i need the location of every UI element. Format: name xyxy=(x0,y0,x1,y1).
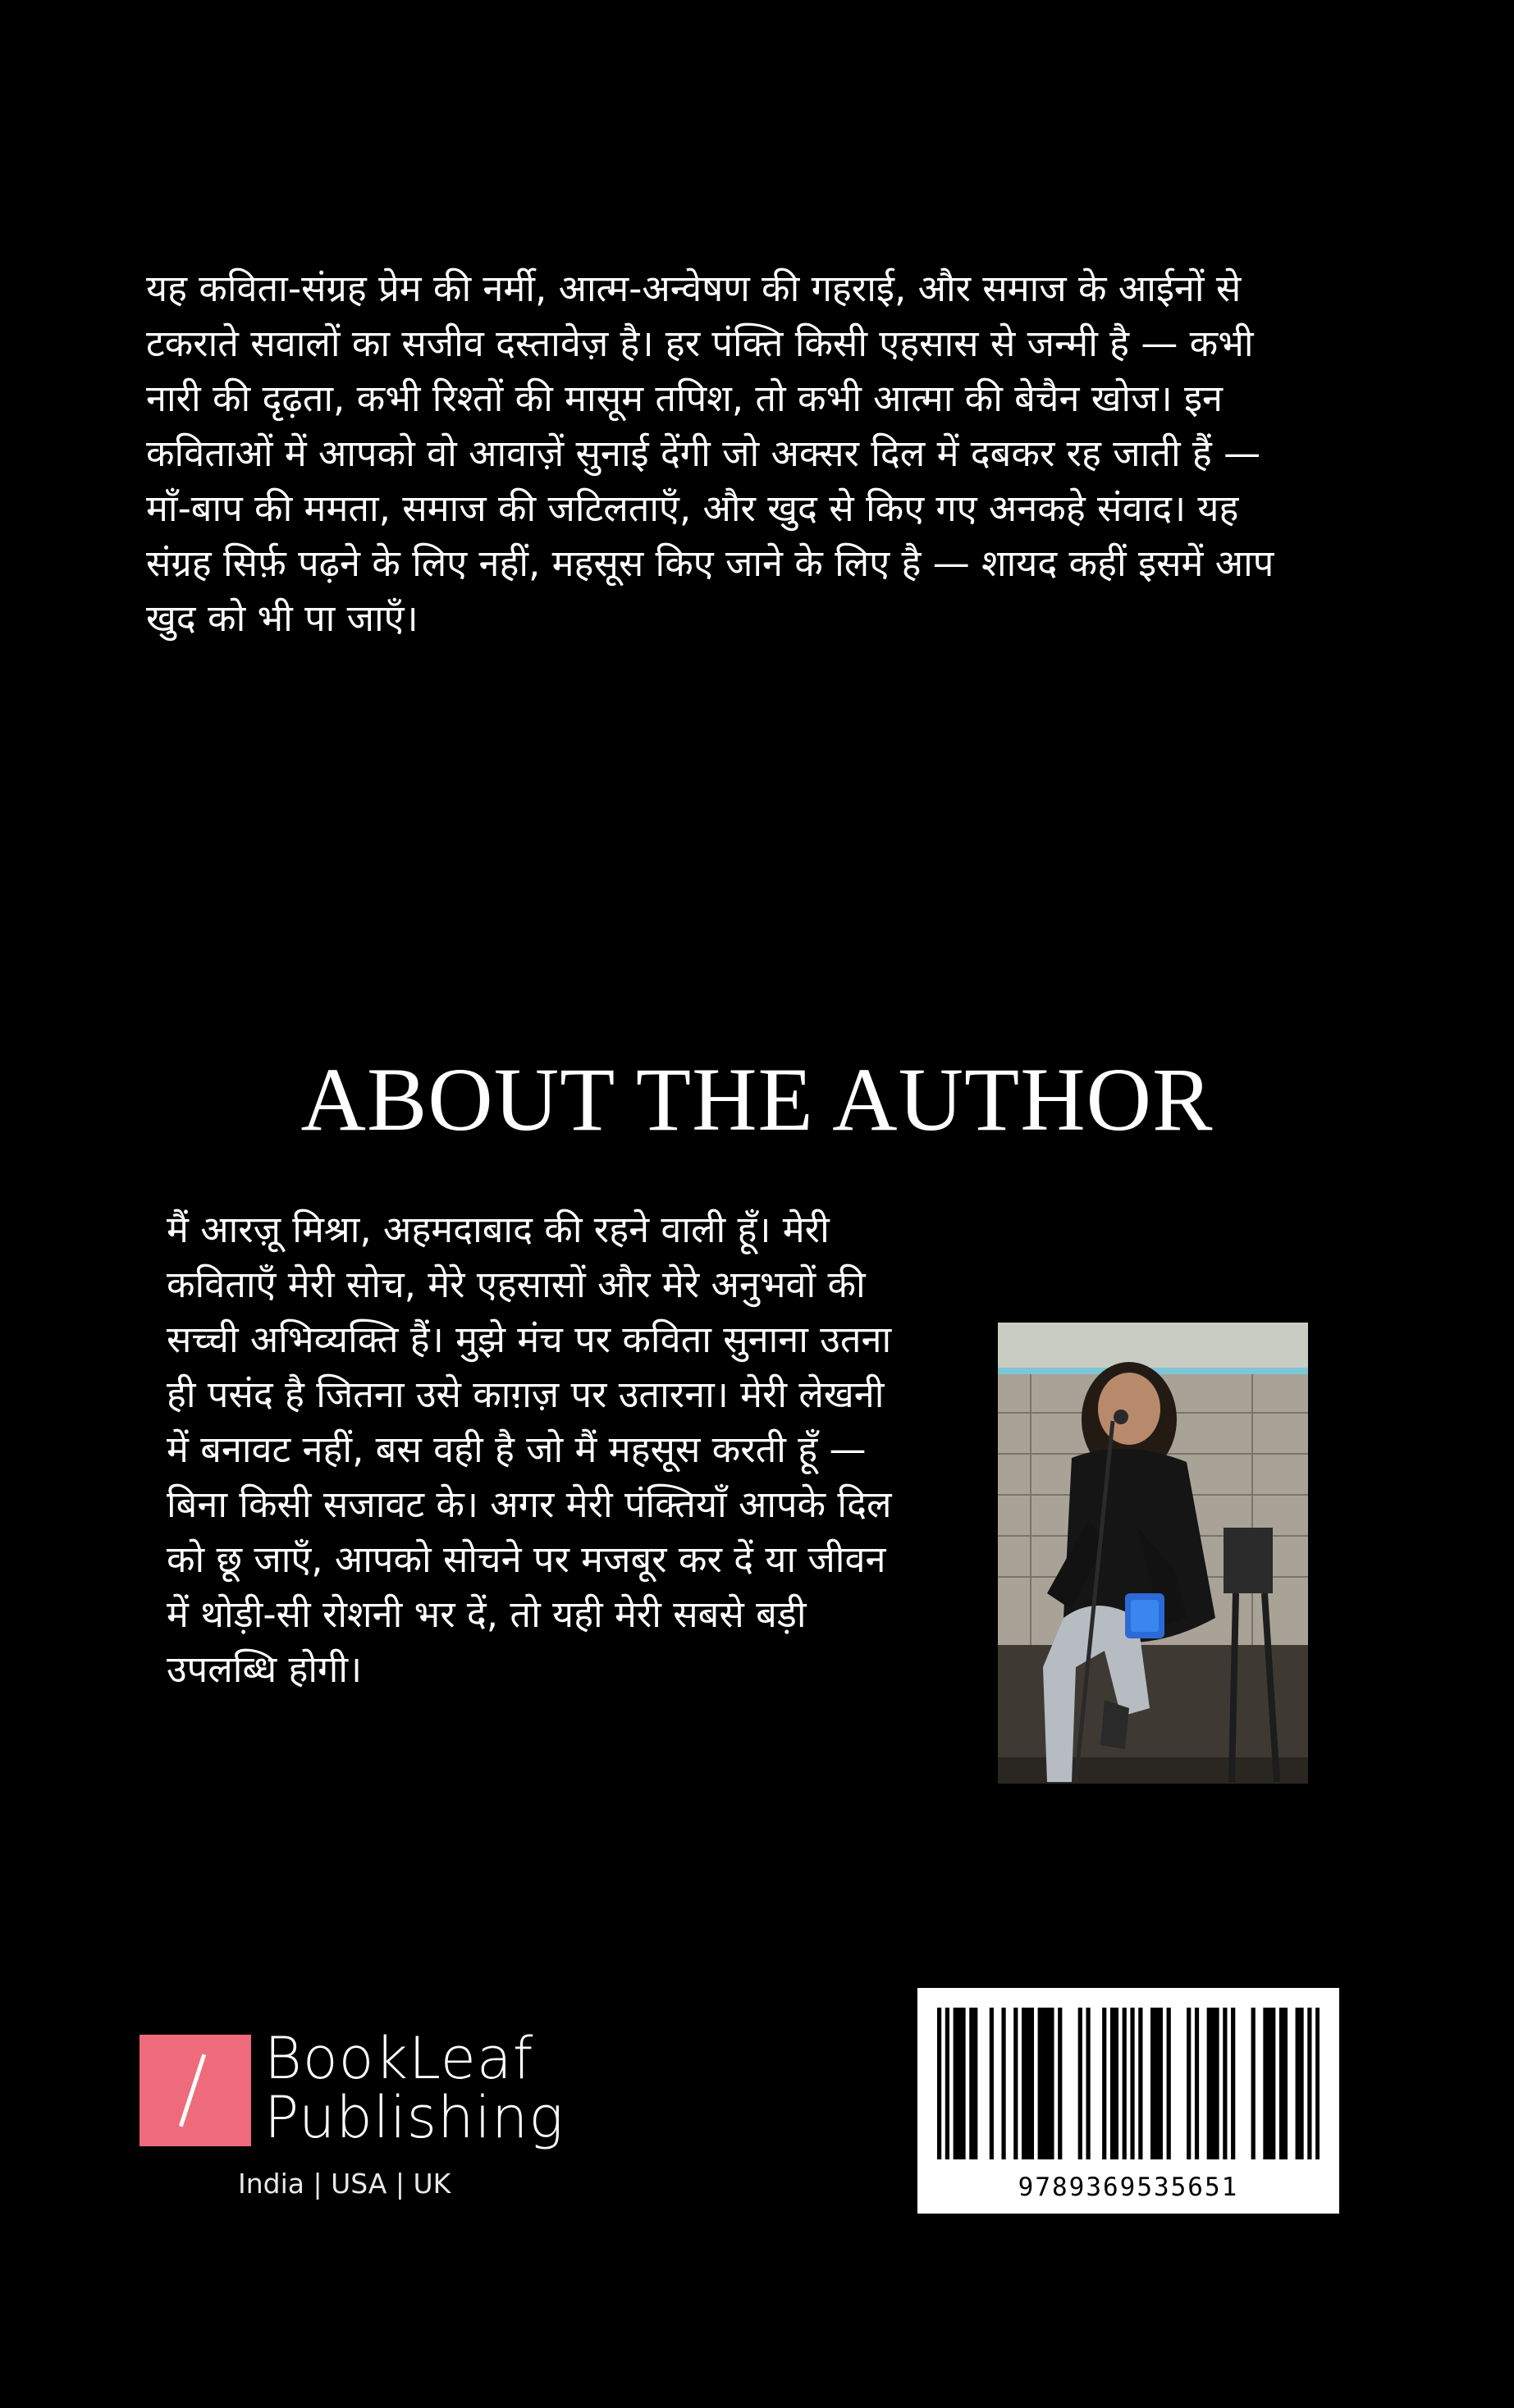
barcode-bar xyxy=(1279,2008,1283,2159)
barcode-bar xyxy=(1050,2008,1054,2159)
barcode-bar xyxy=(1123,2008,1127,2159)
publisher-regions: India | USA | UK xyxy=(238,2168,451,2200)
barcode-bar xyxy=(1155,2008,1159,2159)
barcode-bar xyxy=(937,2008,941,2159)
barcode-bar xyxy=(973,2008,977,2159)
barcode-bar xyxy=(990,2008,994,2159)
barcode-bar xyxy=(969,2008,973,2159)
barcode-bar xyxy=(1130,2008,1134,2159)
barcode-bar xyxy=(1207,2008,1211,2159)
back-cover-blurb: यह कविता-संग्रह प्रेम की नर्मी, आत्म-अन्वेषण की गहराई, और समाज के आईनों से टकराते सवालों का सजीव दस्तावेज़ है। हर पंक्ति किसी एहसास से जन्मी है — कभी नारी की दृढ़ता, कभी रिश्तों की मासूम तपिश, तो कभी आत्मा की बेचैन खोज। इन कविताओं में आपको वो आवाज़ें सुनाई देंगी जो अक्सर दिल में दबकर रह जाती हैं — माँ-बाप की ममता, समाज की जटिलताएँ, और खुद से किए गए अनकहे संवाद। यह संग्रह सिर्फ़ पढ़ने के लिए नहीं, महसूस किए जाने के लिए है — शायद कहीं इसमें आप खुद को भी पा जाएँ। xyxy=(146,267,1274,640)
barcode-bar xyxy=(1078,2008,1082,2159)
barcode-bar xyxy=(1102,2008,1106,2159)
isbn-barcode xyxy=(917,1988,1339,2214)
barcode-bar xyxy=(1195,2008,1199,2159)
barcode-bar xyxy=(1223,2008,1227,2159)
barcode-bars xyxy=(937,2008,1320,2159)
publisher-logo xyxy=(140,2025,566,2200)
barcode-bar xyxy=(1251,2008,1256,2159)
barcode-bar xyxy=(1042,2008,1046,2159)
barcode-bar xyxy=(1114,2008,1118,2159)
author-photo xyxy=(998,1323,1308,1784)
about-author-heading: ABOUT THE AUTHOR xyxy=(300,1049,1214,1149)
barcode-bar xyxy=(1110,2008,1114,2159)
barcode-bar xyxy=(1231,2008,1235,2159)
barcode-bar xyxy=(1263,2008,1267,2159)
barcode-bar xyxy=(1214,2008,1219,2159)
barcode-bar xyxy=(1267,2008,1271,2159)
barcode-bar xyxy=(1001,2008,1005,2159)
barcode-bar xyxy=(1211,2008,1215,2159)
barcode-bar xyxy=(1030,2008,1034,2159)
barcode-bar xyxy=(1045,2008,1050,2159)
publisher-logo-mark xyxy=(140,2035,251,2146)
isbn-number: 9789369535651 xyxy=(1018,2173,1239,2202)
barcode-bar xyxy=(1299,2008,1303,2159)
barcode-bar xyxy=(1150,2008,1155,2159)
barcode-bar xyxy=(1022,2008,1026,2159)
barcode-bar xyxy=(1315,2008,1320,2159)
barcode-bar xyxy=(1307,2008,1311,2159)
barcode-bar xyxy=(1159,2008,1163,2159)
author-photo-illustration xyxy=(998,1323,1308,1784)
barcode-bar xyxy=(945,2008,949,2159)
barcode-bar xyxy=(1271,2008,1275,2159)
barcode-bar xyxy=(961,2008,965,2159)
barcode-bar xyxy=(954,2008,958,2159)
publisher-name-line2: Publishing xyxy=(264,2084,565,2151)
barcode-bar xyxy=(1187,2008,1191,2159)
barcode-bar xyxy=(1038,2008,1042,2159)
barcode-bar xyxy=(1058,2008,1062,2159)
publisher-name-line1: BookLeaf xyxy=(264,2025,534,2092)
barcode-bar xyxy=(1283,2008,1288,2159)
barcode-bar xyxy=(958,2008,962,2159)
barcode-bar xyxy=(1086,2008,1090,2159)
slash-icon xyxy=(179,2054,206,2127)
barcode-bar xyxy=(1167,2008,1171,2159)
barcode-bar xyxy=(1013,2008,1018,2159)
barcode-bar xyxy=(1138,2008,1142,2159)
barcode-bar xyxy=(1026,2008,1030,2159)
author-bio: मैं आरज़ू मिश्रा, अहमदाबाद की रहने वाली हूँ। मेरी कविताएँ मेरी सोच, मेरे एहसासों और मेरे अनुभवों की सच्ची अभिव्यक्ति हैं। मुझे मंच पर कविता सुनाना उतना ही पसंद है जितना उसे काग़ज़ पर उतारना। मेरी लेखनी में बनावट नहीं, बस वही है जो मैं महसूस करती हूँ — बिना किसी सजावट के। अगर मेरी पंक्तियाँ आपके दिल को छू जाएँ, आपको सोचने पर मजबूर कर दें या जीवन में थोड़ी-सी रोशनी भर दें, तो यही मेरी सबसे बड़ी उपलब्धि होगी। xyxy=(167,1208,892,1691)
barcode-bar xyxy=(1296,2008,1300,2159)
